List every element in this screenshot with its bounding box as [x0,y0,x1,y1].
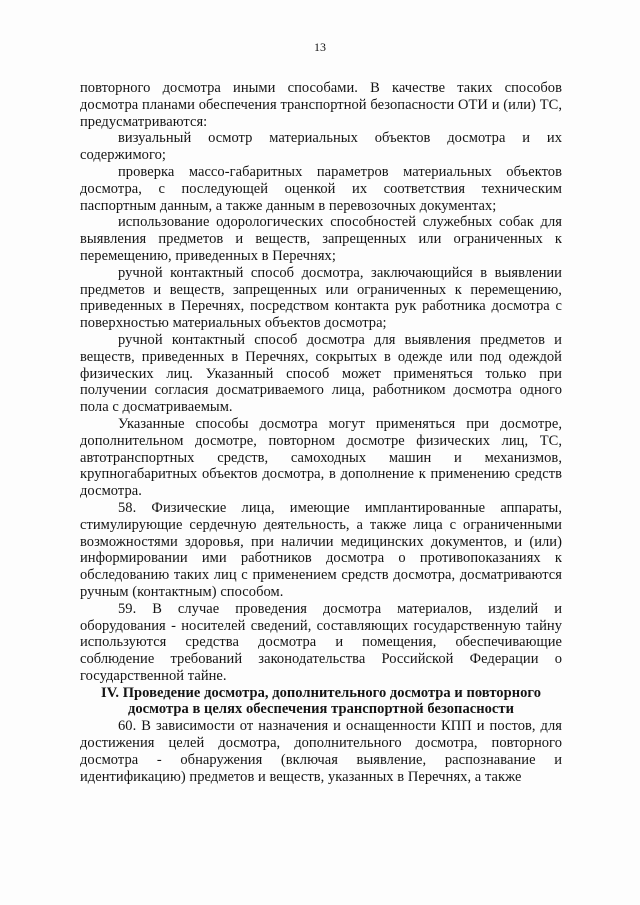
paragraph-60: 60. В зависимости от назначения и оснащенности КПП и постов, для достижения целей досмотра, дополнительного досмотра, повторного досмотра - обнаружения (включая выявление, распознавание и идентификацию) предметов и веществ, указанных в Перечнях, а также [80,718,562,785]
list-item-manual-contact-persons: ручной контактный способ досмотра для выявления предметов и веществ, приведенных в Перечнях, сокрытых в одежде или под одеждой физических лиц. Указанный способ может применяться только при получении согласия досматриваемого лица, работником досмотра одного пола с досматриваемым. [80,331,562,416]
list-item-manual-contact-objects: ручной контактный способ досмотра, заключающийся в выявлении предметов и веществ, запрещенных или ограниченных к перемещению, приведенных в Перечнях, посредством контакта рук работника досмотра с поверхностью материальных объектов досмотра; [80,264,562,332]
paragraph-59: 59. В случае проведения досмотра материалов, изделий и оборудования - носителей сведений, составляющих государственную тайну используются средства досмотра и помещения, обеспечивающие соблюдение требований законодательства Российской Федерации о государственной тайне. [80,600,562,684]
list-item-service-dogs: использование одорологических способностей служебных собак для выявления предметов и веществ, запрещенных или ограниченных к перемещению, приведенных в Перечнях; [80,214,562,264]
section-heading: IV. Проведение досмотра, дополнительного досмотра и повторного досмотра в целях обеспечения транспортной безопасности [101,684,541,718]
list-item-visual-inspection: визуальный осмотр материальных объектов досмотра и их содержимого; [80,130,562,164]
paragraph-continuation: повторного досмотра иными способами. В качестве таких способов досмотра планами обеспечения транспортной безопасности ОТИ и (или) ТС, предусматриваются: [80,80,562,130]
page-number: 13 [314,40,326,54]
paragraph-58: 58. Физические лица, имеющие имплантированные аппараты, стимулирующие сердечную деятельность, а также лица с ограниченными возможностями здоровья, при наличии медицинских документов, и (или) информировании ими работников досмотра о противопоказаниях к обследованию таких лиц с применением средств досмотра, досматриваются ручным (контактным) способом. [80,499,562,600]
list-item-mass-dimension-check: проверка массо-габаритных параметров материальных объектов досмотра, с последующей оценкой их соответствия техническим паспортным данным, а также данным в перевозочных документах; [80,163,562,214]
document-body [80,80,562,785]
paragraph-methods-application: Указанные способы досмотра могут применяться при досмотре, дополнительном досмотре, повторном досмотре физических лиц, ТС, автотранспортных средств, самоходных машин и механизмов, крупногабаритных объектов досмотра, в дополнение к применению средств досмотра. [80,415,562,500]
